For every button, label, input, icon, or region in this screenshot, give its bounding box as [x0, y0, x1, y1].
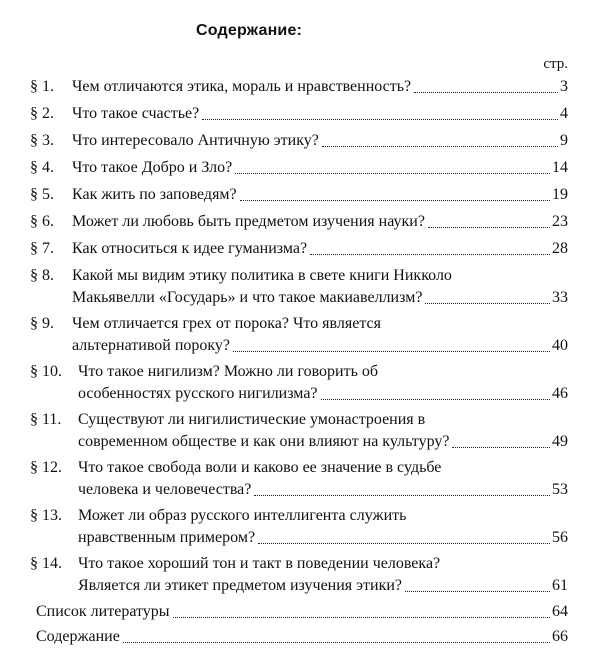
dot-leader — [258, 543, 550, 544]
entry-title — [78, 361, 568, 405]
section-number: § 11. — [30, 411, 62, 428]
page-number: 23 — [552, 213, 568, 230]
toc-entry[interactable] — [30, 626, 568, 648]
toc-entry[interactable] — [30, 313, 568, 357]
entry-title-line: Какой мы видим этику политика в свете книги Никколо — [72, 267, 452, 284]
entry-title-line: Может ли любовь быть предметом изучения науки? — [72, 213, 425, 230]
toc-entry[interactable] — [30, 238, 568, 260]
entry-title-line: Содержание — [36, 628, 120, 645]
section-number: § 8. — [30, 267, 54, 284]
toc-entry[interactable] — [30, 409, 568, 453]
entry-title-line: Что такое нигилизм? Можно ли говорить об — [78, 363, 379, 380]
entry-title — [36, 601, 568, 623]
dot-leader — [425, 303, 550, 304]
page-number: 4 — [560, 105, 568, 122]
section-number: § 3. — [30, 132, 54, 149]
entry-title-line: Чем отличаются этика, мораль и нравственность? — [72, 78, 412, 95]
entry-title-line: особенностях русского нигилизма? — [78, 385, 318, 402]
toc-entry[interactable] — [30, 103, 568, 125]
entry-title-line: Как относиться к идее гуманизма? — [72, 240, 308, 257]
entry-title-line: Существуют ли нигилистические умонастроения в — [78, 411, 426, 428]
page-number: 61 — [552, 577, 568, 594]
page-number: 49 — [552, 433, 568, 450]
page-number: 46 — [552, 385, 568, 402]
page-number: 19 — [552, 186, 568, 203]
section-number: § 7. — [30, 240, 54, 257]
page-number: 66 — [552, 628, 568, 645]
toc-entry[interactable] — [30, 157, 568, 179]
entry-title-line: Чем отличается грех от порока? Что является — [72, 315, 381, 332]
dot-leader — [322, 146, 558, 147]
entry-title-line: Что такое счастье? — [72, 105, 200, 122]
entry-title — [72, 313, 568, 357]
entry-title — [72, 76, 568, 98]
dot-leader — [321, 399, 550, 400]
dot-leader — [310, 254, 550, 255]
section-number: § 2. — [30, 105, 54, 122]
page-number: 64 — [552, 603, 568, 620]
entry-title — [72, 211, 568, 233]
toc-entry[interactable] — [30, 505, 568, 549]
toc-entry[interactable] — [30, 76, 568, 98]
table-of-contents — [30, 72, 568, 648]
dot-leader — [405, 591, 550, 592]
entry-title-line: альтернативой пороку? — [72, 337, 231, 354]
entry-title-line: человека и человечества? — [78, 481, 252, 498]
entry-title-line: Список литературы — [36, 603, 170, 620]
toc-entry[interactable] — [30, 361, 568, 405]
page-title: Содержание: — [196, 22, 303, 39]
entry-title — [36, 626, 568, 648]
entry-title-line: Макьявелли «Государь» и что такое макиавеллизм? — [72, 289, 423, 306]
entry-title-line: Как жить по заповедям? — [72, 186, 237, 203]
dot-leader — [428, 227, 550, 228]
section-number: § 9. — [30, 315, 54, 332]
toc-entry[interactable] — [30, 553, 568, 597]
page-column-label: стр. — [543, 56, 568, 72]
entry-title-line: современном обществе и как они влияют на культуру? — [78, 433, 450, 450]
section-number: § 14. — [30, 555, 62, 572]
entry-title-line: Является ли этикет предметом изучения этики? — [78, 577, 403, 594]
dot-leader — [123, 642, 550, 643]
entry-title — [78, 553, 568, 597]
toc-entry[interactable] — [30, 184, 568, 206]
toc-entry[interactable] — [30, 265, 568, 309]
entry-title — [78, 457, 568, 501]
section-number: § 1. — [30, 78, 54, 95]
toc-entry[interactable] — [30, 601, 568, 623]
page-number: 33 — [552, 289, 568, 306]
section-number: § 4. — [30, 159, 54, 176]
section-number: § 6. — [30, 213, 54, 230]
page-number: 9 — [560, 132, 568, 149]
page-number: 40 — [552, 337, 568, 354]
entry-title-line: Что такое Добро и Зло? — [72, 159, 233, 176]
page-number: 14 — [552, 159, 568, 176]
dot-leader — [233, 351, 550, 352]
entry-title — [72, 130, 568, 152]
dot-leader — [173, 617, 550, 618]
section-number: § 5. — [30, 186, 54, 203]
toc-entry[interactable] — [30, 130, 568, 152]
entry-title — [72, 157, 568, 179]
toc-entry[interactable] — [30, 457, 568, 501]
page-number: 53 — [552, 481, 568, 498]
page-number: 3 — [560, 78, 568, 95]
entry-title — [78, 409, 568, 453]
entry-title — [72, 238, 568, 260]
section-number: § 13. — [30, 507, 62, 524]
dot-leader — [414, 92, 558, 93]
entry-title — [72, 103, 568, 125]
entry-title — [78, 505, 568, 549]
entry-title — [72, 265, 568, 309]
section-number: § 10. — [30, 363, 62, 380]
dot-leader — [202, 119, 558, 120]
page-number: 56 — [552, 529, 568, 546]
dot-leader — [235, 173, 550, 174]
entry-title-line: Что такое хороший тон и такт в поведении человека? — [78, 555, 441, 572]
entry-title-line: Что такое свобода воли и каково ее значение в судьбе — [78, 459, 442, 476]
entry-title — [72, 184, 568, 206]
section-number: § 12. — [30, 459, 62, 476]
entry-title-line: Может ли образ русского интеллигента служить — [78, 507, 407, 524]
dot-leader — [254, 495, 550, 496]
toc-entry[interactable] — [30, 211, 568, 233]
entry-title-line: нравственным примером? — [78, 529, 256, 546]
dot-leader — [240, 200, 550, 201]
dot-leader — [452, 447, 550, 448]
page-number: 28 — [552, 240, 568, 257]
entry-title-line: Что интересовало Античную этику? — [72, 132, 319, 149]
